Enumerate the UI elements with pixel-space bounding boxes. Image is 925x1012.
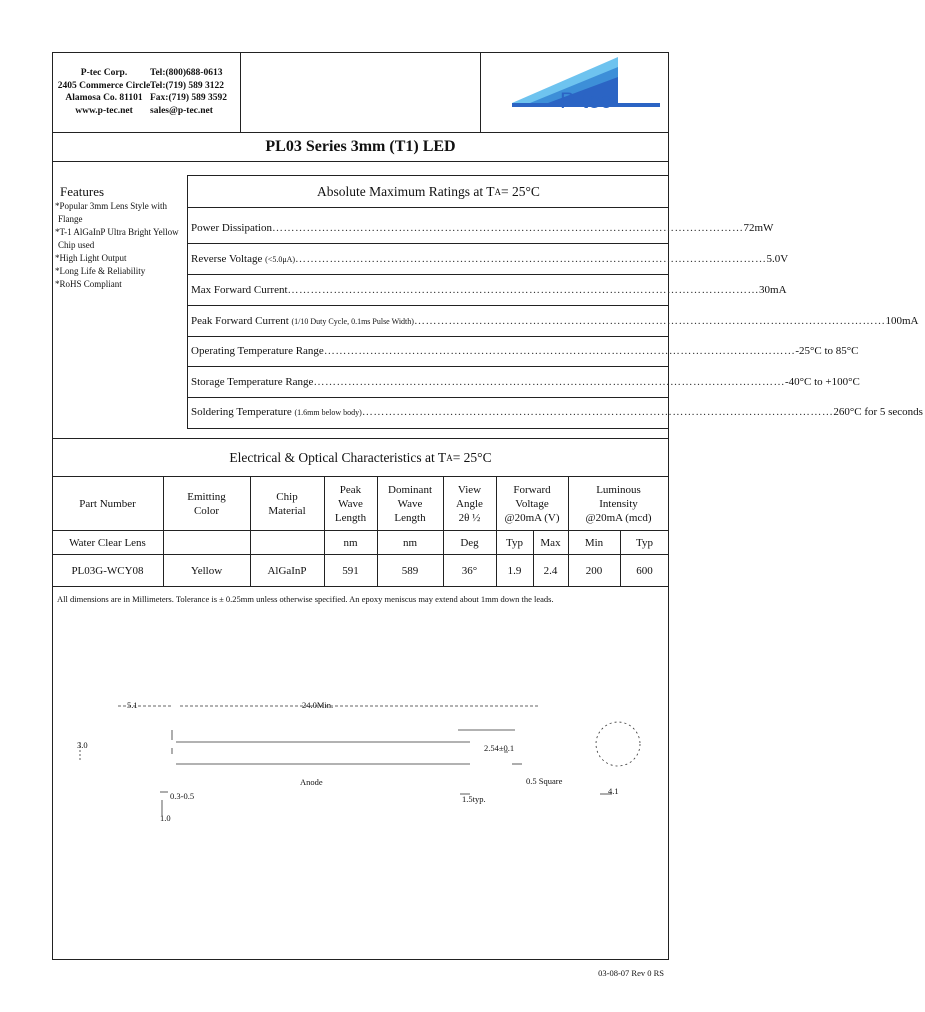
amr-title: [188, 177, 669, 207]
units-cell: [163, 531, 250, 554]
features-heading: Features: [60, 184, 105, 199]
company-address-line1: 2405 Commerce Circle: [57, 80, 151, 91]
amr-title-prefix: Absolute Maximum Ratings at T: [317, 184, 495, 199]
data-cell: 600: [636, 564, 653, 577]
dot-leader: ……………………………………………………………………………………………………………: [287, 284, 760, 296]
feature-item: *High Light Output: [55, 253, 127, 263]
company-tel2: Tel:(719) 589 3122: [150, 80, 225, 91]
dim-label: 4.1: [608, 786, 619, 796]
amr-label: Max Forward Current: [191, 284, 288, 296]
dot-leader: ……………………………………………………………………………………………………………: [323, 345, 796, 357]
page-title: PL03 Series 3mm (T1) LED: [265, 138, 456, 155]
dim-label: 2.54±0.1: [484, 743, 515, 753]
units-cell: Typ: [506, 536, 523, 549]
eoc-title-sub: A: [446, 453, 453, 463]
dim-label: 24.0Min.: [302, 700, 334, 710]
company-contact: [150, 67, 242, 117]
dot-leader: ……………………………………………………………………………………………………………: [271, 222, 744, 234]
revision-footer: 03-08-07 Rev 0 RS: [598, 968, 664, 978]
feature-item: *Long Life & Reliability: [55, 266, 146, 276]
data-cell: 1.9: [507, 564, 522, 577]
company-tel: Tel:(800)688-0613: [150, 68, 223, 78]
header-col-divider-2: [480, 52, 481, 132]
th-part-number: Part Number: [79, 498, 136, 510]
th-chip-material: Chip Material: [268, 491, 306, 517]
dim-label: Anode: [300, 777, 323, 787]
dim-label: 3.0: [77, 740, 88, 750]
units-cell: [250, 531, 324, 554]
amr-title-suffix: = 25°C: [501, 184, 540, 199]
dot-leader: ……………………………………………………………………………………………………………: [295, 253, 767, 265]
data-cell: AlGaInP: [267, 564, 307, 577]
amr-label: Soldering Temperature (1.6mm below body): [191, 406, 362, 418]
company-address: [54, 67, 154, 117]
company-name: P-tec Corp.: [80, 68, 128, 78]
units-cell: nm: [343, 536, 358, 549]
feature-item: *T-1 AlGaInP Ultra Bright Yellow Chip used: [55, 227, 179, 250]
logo-text: P-tec: [560, 88, 612, 113]
amr-value: -40°C to +100°C: [784, 376, 860, 388]
amr-value: 100mA: [885, 315, 919, 327]
amr-label: Reverse Voltage (<5.0μA): [191, 253, 296, 265]
eoc-title-prefix: Electrical & Optical Characteristics at T: [229, 450, 447, 465]
units-cell: Water Clear Lens: [69, 536, 146, 549]
data-cell: 36°: [461, 564, 478, 577]
eoc-top-border: [52, 438, 669, 439]
eoc-title: [52, 444, 669, 472]
dim-label: 0.5 Square: [526, 776, 563, 786]
amr-label: Storage Temperature Range: [191, 376, 314, 388]
dim-label: 5.1: [127, 700, 138, 710]
company-email[interactable]: sales@p-tec.net: [150, 105, 213, 116]
data-cell: Yellow: [190, 564, 223, 577]
dot-leader: ……………………………………………………………………………………………………………: [413, 315, 886, 327]
amr-value: 30mA: [759, 284, 787, 296]
dot-leader: ……………………………………………………………………………………………………………: [313, 376, 785, 388]
th-emitting-color: Emitting Color: [187, 491, 226, 517]
amr-title-sub: A: [494, 187, 502, 197]
dimensions-note: All dimensions are in Millimeters. Tolerance is ± 0.25mm unless otherwise specified. An epoxy meniscus may extend about 1mm down the leads.: [57, 594, 554, 604]
data-cell: 2.4: [543, 564, 558, 577]
feature-item: *Popular 3mm Lens Style with Flange: [55, 201, 167, 224]
features-list: [55, 200, 185, 291]
amr-row: [188, 213, 774, 243]
amr-label: Power Dissipation: [191, 222, 272, 234]
amr-label: Operating Temperature Range: [191, 345, 324, 357]
company-web[interactable]: www.p-tec.net: [75, 105, 133, 116]
amr-row: [188, 336, 859, 366]
company-address-line2: Alamosa Co. 81101: [65, 93, 143, 103]
led-dimension-drawing: [60, 690, 660, 830]
amr-row: [188, 306, 919, 336]
data-cell: 200: [585, 564, 603, 577]
company-fax: Fax:(719) 589 3592: [150, 93, 228, 103]
amr-title-divider: [187, 207, 669, 208]
feature-item: *RoHS Compliant: [55, 279, 122, 289]
units-cell: Max: [540, 536, 561, 549]
amr-top-border: [187, 175, 669, 176]
amr-row: [188, 275, 787, 305]
th-dominant-wavelength: Dominant Wave Length: [388, 484, 432, 524]
title-divider: [52, 161, 669, 162]
amr-value: 260°C for 5 seconds: [833, 406, 923, 418]
dim-label: 1.5typ.: [462, 794, 486, 804]
units-cell: Min: [584, 536, 604, 549]
units-cell: nm: [402, 536, 418, 549]
eoc-header-top: [52, 476, 669, 477]
data-cell: 589: [401, 564, 419, 577]
th-view-angle: View Angle 2θ ½: [456, 484, 483, 524]
amr-label: Peak Forward Current (1/10 Duty Cycle, 0.1ms Pulse Width): [191, 315, 414, 327]
dim-label: 0.3-0.5: [170, 791, 195, 801]
th-peak-wavelength: Peak Wave Length: [334, 484, 367, 524]
eoc-data-bottom: [52, 586, 669, 587]
amr-value: 5.0V: [766, 253, 789, 265]
amr-row: [188, 367, 860, 397]
amr-row: [188, 397, 923, 427]
th-forward-voltage: Forward Voltage @20mA (V): [504, 484, 560, 524]
eoc-title-suffix: = 25°C: [452, 450, 492, 465]
units-cell: Deg: [460, 536, 479, 549]
dot-leader: ……………………………………………………………………………………………………………: [361, 406, 834, 418]
data-cell: 591: [342, 564, 359, 577]
th-luminous-intensity: Luminous Intensity @20mA (mcd): [585, 484, 652, 524]
amr-value: -25°C to 85°C: [795, 345, 859, 357]
amr-bottom-border: [187, 428, 669, 429]
units-cell: Typ: [636, 536, 653, 549]
amr-value: 72mW: [743, 222, 774, 234]
dim-label: 1.0: [160, 813, 171, 823]
data-cell: PL03G-WCY08: [71, 564, 144, 577]
amr-row: [188, 244, 789, 274]
